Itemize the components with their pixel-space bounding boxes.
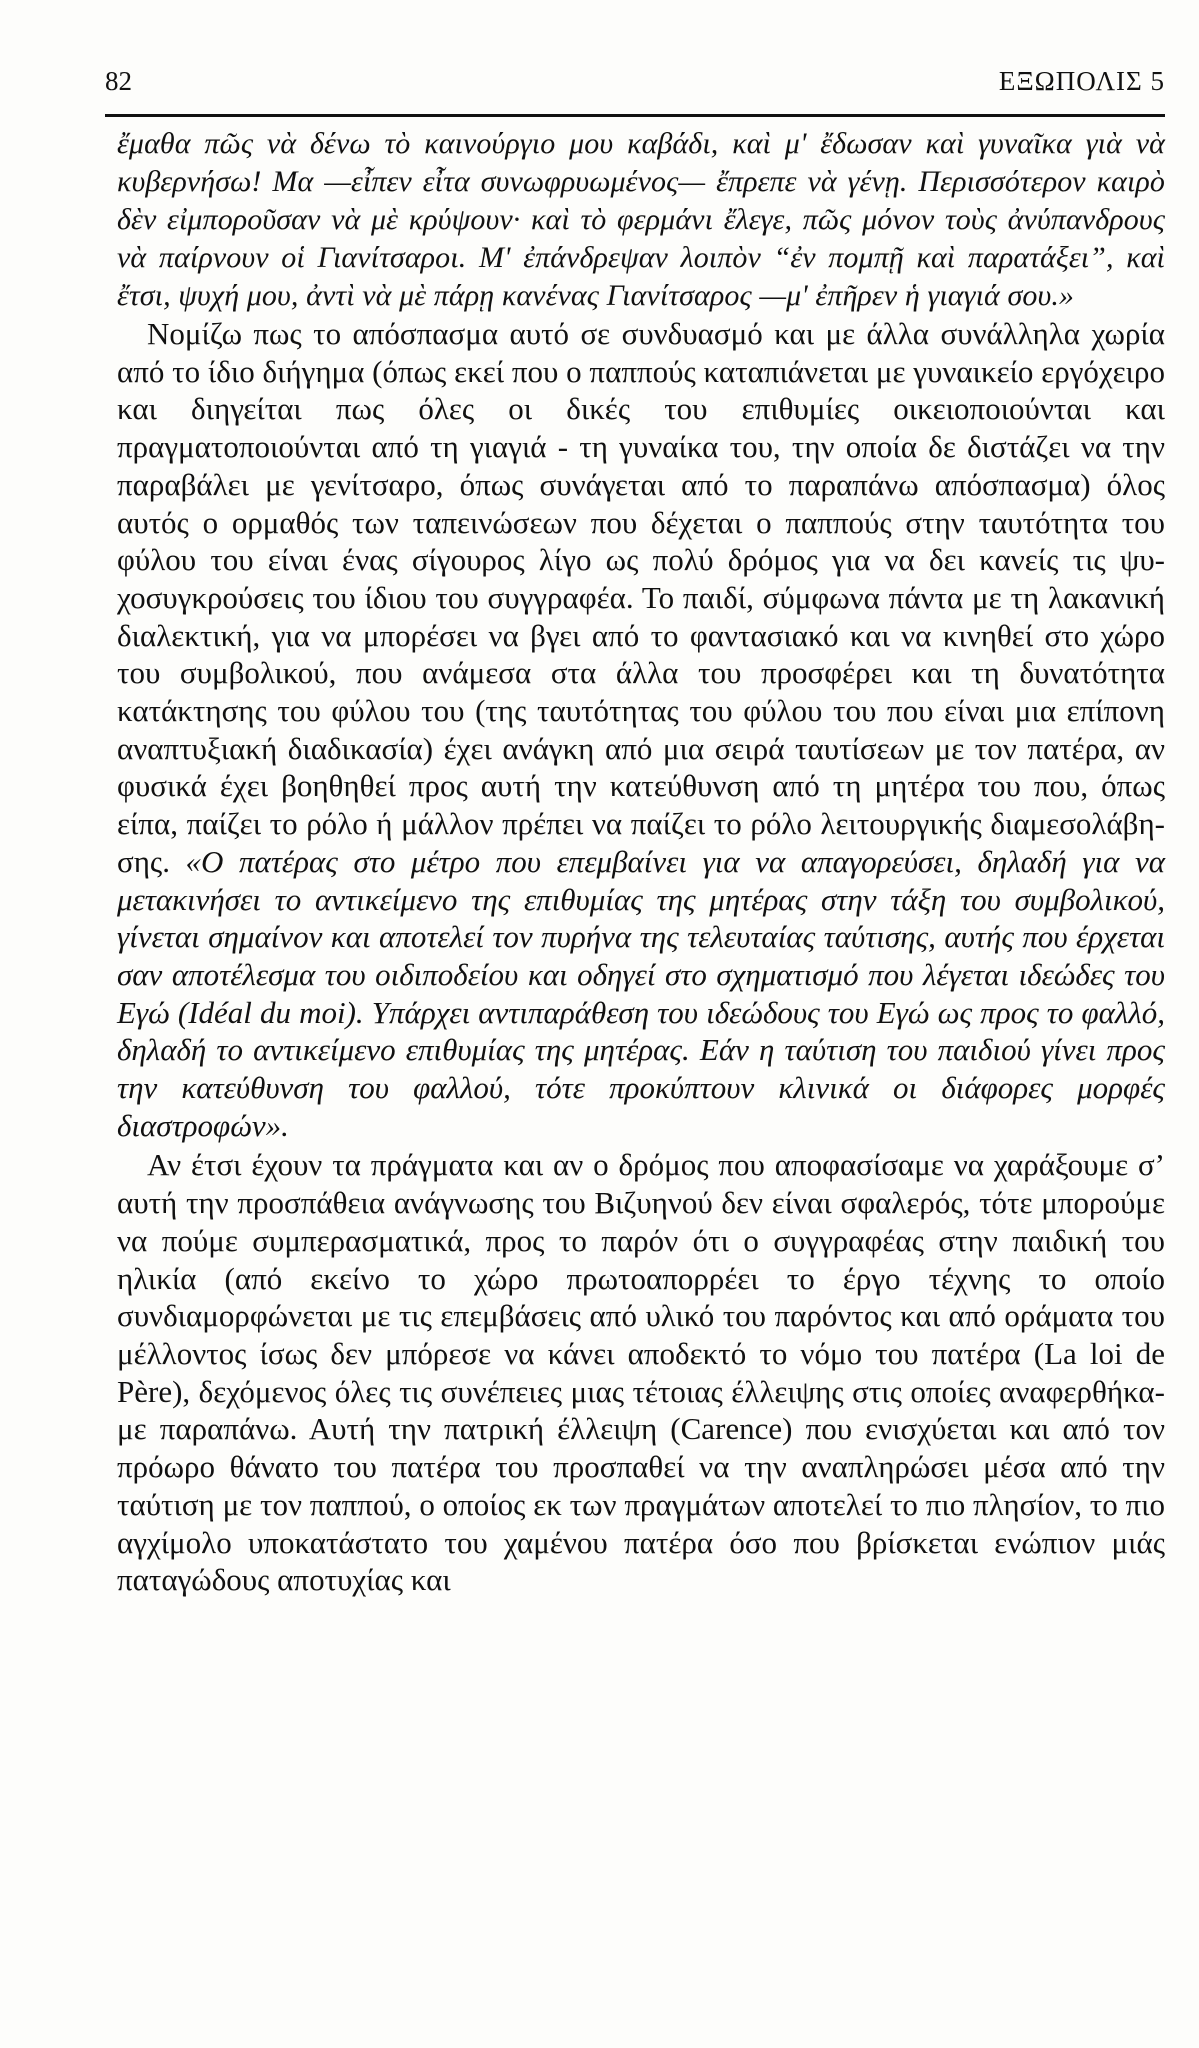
paragraph-1 [117,315,1165,1144]
paragraph-1-italic-quote: «Ο πατέρας στο μέτρο που επεμβαίνει για να απαγορεύσει, δηλαδή για να μετακινήσει το αντικείμενο της επιθυμίας της μητέρας στην τάξη του συμβολικού, γίνεται σημαίνον και αποτελεί τον πυρήνα της τελευταίας ταύτισης, αυτής που έρχεται σαν αποτέλεσμα του οιδιποδείου και οδηγεί στο σχηματισμό που λέγεται ιδεώδες του Εγώ (Idéal du moi). Υπάρχει αντιπαράθεση του ιδεώδους του Εγώ ως προς το φαλλό, δηλαδή το αντικείμενο επιθυμίας της μητέρας. Εάν η ταύτιση του παιδιού γίνει προς την κατεύθυνση του φαλλού, τότε προκύπτουν κλινικά οι διάφορες μορφές διαστροφών». [117,843,1166,1143]
paragraph-2: Αν έτσι έχουν τα πράγματα και αν ο δρόμος που αποφασίσαμε να χαράξουμε σ’ αυτή την προσπάθεια ανάγνωσης του Βιζυηνού δεν είναι σφαλερός, τότε μπορούμε να πούμε συμπερασματικά, προς το παρόν ότι ο συγγραφέας στην παιδική του ηλικία (από εκείνο το χώρο πρωτοαπορρέει το έργο τέχνης το οποίο συνδιαμορφώνεται με τις επεμβάσεις από υλικό του παρόντος και από οράματα του μέλλοντος ίσως δεν μπόρεσε να κάνει αποδεκτό το νόμο του πατέρα (La loi de Père), δεχόμενος όλες τις συνέπειες μιας τέτοιας έλλειψης στις οποίες αναφερθήκαμε παραπάνω. Αυτή την πατρική έλλειψη (Carence) που ενισχύεται και από τον πρόωρο θάνατο του πατέρα του προσπαθεί να την αναπληρώσει μέσα από την ταύτιση με τον παππού, ο οποίος εκ των πραγμάτων αποτελεί το πιο πλησίον, το πιο αγχίμολο υποκατάστατο του χαμένου πατέρα όσο που βρίσκεται ενώπιον μιάς παταγώδους αποτυχίας και [117,1147,1165,1598]
main-text [117,125,1165,1599]
quoted-excerpt: ἔμαθα πῶς νὰ δένω τὸ καινούργιο μου καβάδι, καὶ μ' ἔδωσαν καὶ γυναῖκα γιὰ νὰ κυβερνήσω! Μα —εἶπεν εἶτα συνωφρυωμένος— ἔπρεπε νὰ γένῃ. Περισσότερον καιρὸ δὲν εἰμποροῦσαν νὰ μὲ κρύψουν· καὶ τὸ φερμάνι ἔλεγε, πῶς μόνον τοὺς ἀνύπανδρους νὰ παίρνουν οἱ Γιανίτσαροι. Μ' ἐπάνδρεψαν λοιπὸν “ἐν πομπῇ καὶ παρατάξει”, καὶ ἔτσι, ψυχή μου, ἀντὶ νὰ μὲ πάρῃ κανένας Γιανίτσαρος —μ' ἐπῆρεν ἡ γιαγιά σου.» [117,127,1165,312]
page-header [105,58,1165,117]
paragraph-1-text: Νομίζω πως το απόσπασμα αυτό σε συνδυασμό και με άλλα συνάλληλα χωρία από το ίδιο διήγημα (όπως εκεί που ο παππούς καταπιάνεται με γυναικείο εργόχειρο και διηγείται πως όλες οι δικές του επιθυμίες οικειοποιούνται και πραγματοποιούνται από τη γιαγιά - τη γυναίκα του, την οποία δε διστάζει να την παραβάλει με γενίτσαρο, όπως συνάγεται από το παραπάνω απόσπασμα) όλος αυτός ο ορμαθός των ταπεινώσεων που δέχεται ο παππούς στην ταυτότητα του φύλου του είναι ένας σίγουρος λίγο ως πολύ δρόμος για να δει κανείς τις ψυχοσυγκρούσεις του ίδιου του συγγραφέα. Το παιδί, σύμφωνα πάντα με τη λακανική διαλεκτική, για να μπορέσει να βγει από το φαντασιακό και να κινηθεί στο χώρο του συμβολικού, που ανάμεσα στα άλλα του προσφέρει και τη δυνατότητα κατάκτησης του φύλου του (της ταυτότητας του φύλου του που είναι μια επίπονη αναπτυξιακή διαδικασία) έχει ανάγκη από μια σειρά ταυτίσεων με τον πατέρα, αν φυσικά έχει βοηθηθεί προς αυτή την κατεύθυνση από τη μητέρα του που, όπως είπα, παίζει το ρόλο ή μάλλον πρέπει να παίζει το ρόλο λειτουργικής διαμεσολάβησης. [117,316,1165,879]
page-number: 82 [105,66,132,96]
running-title: ΕΞΩΠΟΛΙΣ 5 [998,66,1165,96]
